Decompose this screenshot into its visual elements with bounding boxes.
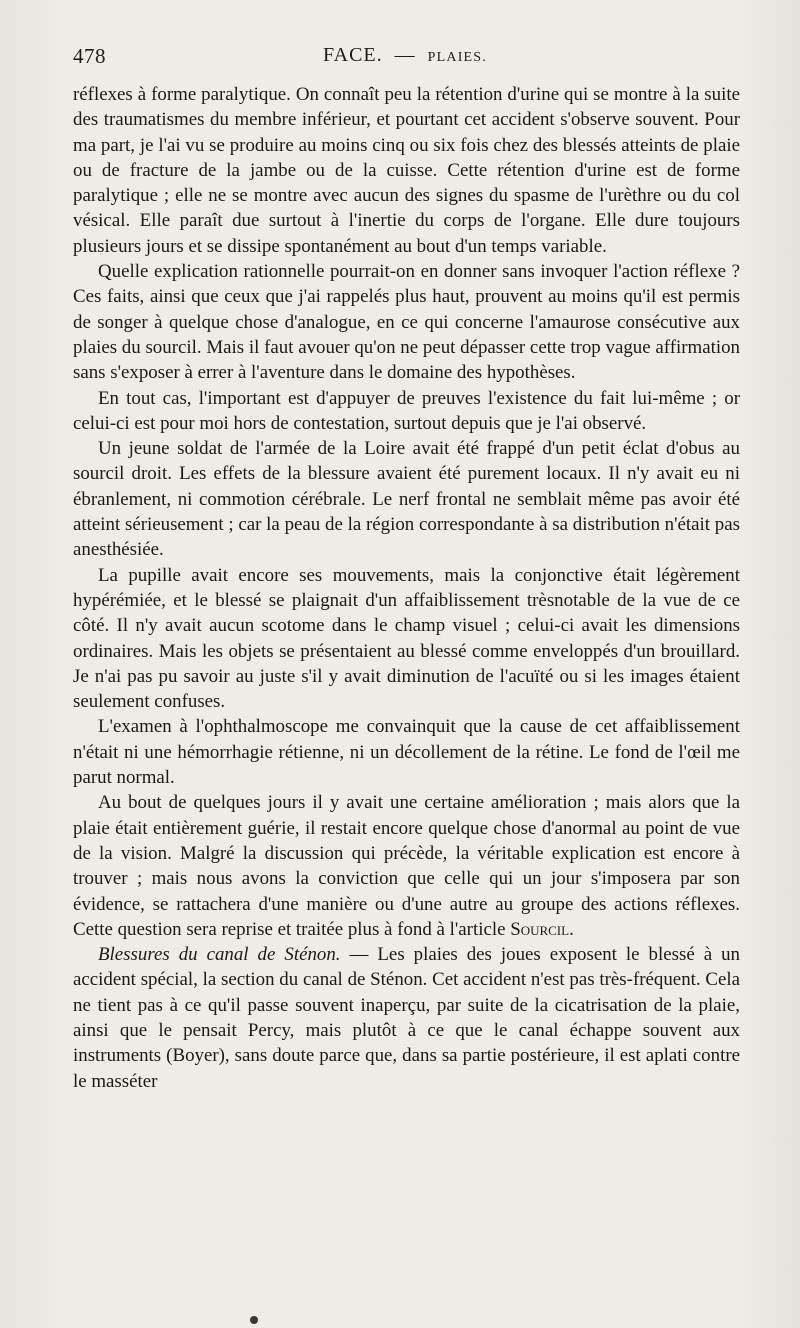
running-title-sub: PLAIES. [427, 50, 487, 65]
page-number: 478 [73, 44, 106, 68]
paragraph-4: Un jeune soldat de l'armée de la Loire avait été frappé d'un petit éclat d'obus au sourcil droit. Les effets de la blessure avaient été purement locaux. Il n'y avait eu ni ébranlement, ni commotion cérébrale. Le nerf frontal ne semblait même pas avoir été atteint sérieusement ; car la peau de la région correspondante à sa distribution n'était pas anesthésiée. [73, 438, 740, 561]
page-mark [250, 1316, 258, 1324]
paragraph-7-text: Au bout de quelques jours il y avait une certaine amélioration ; mais alors que la plaie était entièrement guérie, il restait encore quelque chose d'anormal au point de vue de la vision. Malgré la discussion qui précède, la véritable explication est encore à trouver ; mais nous avons la conviction que celle qui un jour s'imposera par son évidence, se rattachera d'une manière ou d'une autre au groupe des actions réflexes. Cette question sera reprise et traitée plus à fond à l'article [73, 792, 740, 940]
running-title-dash: — [394, 44, 416, 66]
paragraph-8 [73, 942, 740, 1094]
body-text [73, 82, 740, 1094]
paragraph-7-end: . [569, 918, 574, 940]
paragraph-7 [73, 790, 740, 942]
page-header [73, 44, 740, 74]
article-reference: Sourcil [510, 918, 570, 940]
paragraph-8-text: — Les plaies des joues exposent le blessé à un accident spécial, la section du canal de Sténon. Cet accident n'est pas très-fréquent. Cela ne tient pas à ce qu'il passe souvent inaperçu, par suite de la cicatrisation de la plaie, ainsi que le pensait Percy, mais plutôt à ce que le canal échappe souvent aux instruments (Boyer), sans doute parce que, dans sa partie postérieure, il est aplati contre le masséter [73, 944, 740, 1092]
paragraph-3: En tout cas, l'important est d'appuyer de preuves l'existence du fait lui-même ; or celui-ci est pour moi hors de contestation, surtout depuis que je l'ai observé. [73, 387, 740, 434]
paragraph-2: Quelle explication rationnelle pourrait-on en donner sans invoquer l'action réflexe ? Ces faits, ainsi que ceux que j'ai rappelés plus haut, prouvent au moins qu'il est permis de songer à quelque chose d'analogue, en ce qui concerne l'amaurose consécutive aux plaies du sourcil. Mais il faut avouer qu'on ne peut dépasser cette trop vague affirmation sans s'exposer à errer à l'aventure dans le domaine des hypothèses. [73, 261, 740, 384]
running-title-main: FACE. [323, 44, 383, 66]
section-heading-italic: Blessures du canal de Sténon. [98, 944, 341, 966]
paragraph-1: réflexes à forme paralytique. On connaît peu la rétention d'urine qui se montre à la suite des traumatismes du membre inférieur, et pourtant cet accident s'observe souvent. Pour ma part, je l'ai vu se produire au moins cinq ou six fois chez des blessés atteints de plaie ou de fracture de la jambe ou de la cuisse. Cette rétention d'urine est de forme paralytique ; elle ne se montre avec aucun des signes du spasme de l'urèthre ou du col vésical. Elle paraît due surtout à l'inertie du corps de l'organe. Elle dure toujours plusieurs jours et se dissipe spontanément au bout d'un temps variable. [73, 84, 740, 257]
paragraph-6: L'examen à l'ophthalmoscope me convainquit que la cause de cet affaiblissement n'était ni une hémorrhagie rétienne, ni un décollement de la rétine. Le fond de l'œil me parut normal. [73, 716, 740, 789]
running-title [323, 44, 487, 67]
paragraph-5: La pupille avait encore ses mouvements, mais la conjonctive était légèrement hypérémiée, et le blessé se plaignait d'un affaiblissement trèsnotable de la vue de ce côté. Il n'y avait aucun scotome dans le champ visuel ; celui-ci avait les dimensions ordinaires. Mais les objets se présentaient au blessé comme enveloppés d'un brouillard. Je n'ai pas pu savoir au juste s'il y avait diminution de l'acuïté ou si les images étaient seulement confuses. [73, 564, 740, 713]
